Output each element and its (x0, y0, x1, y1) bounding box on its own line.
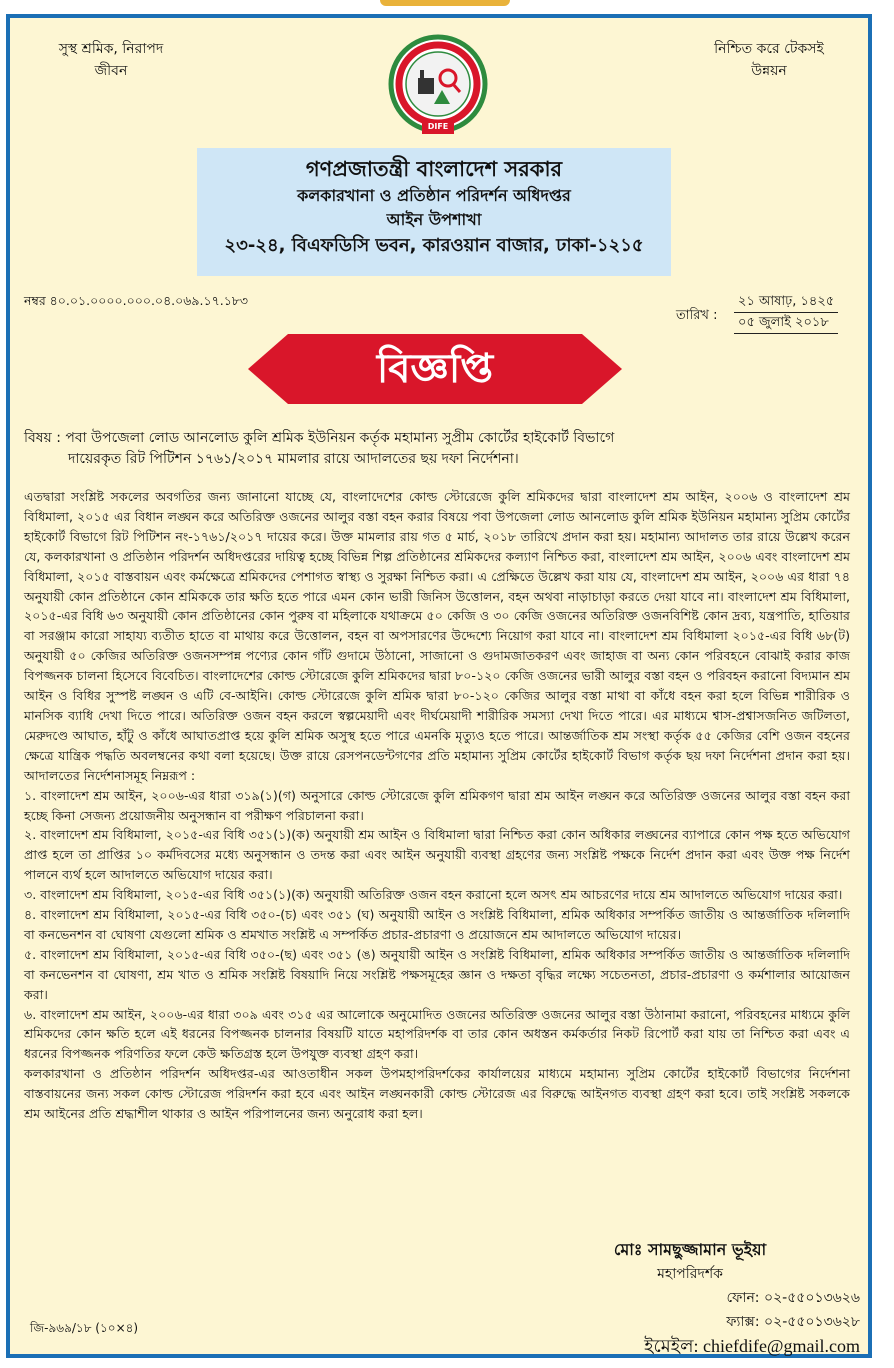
slogan-left-line1: সুস্থ শ্রমিক, নিরাপদ (58, 41, 164, 57)
directive-3: ৩. বাংলাদেশ শ্রম বিধিমালা, ২০১৫-এর বিধি ৩৫১(১)(ক) অনুযায়ী অতিরিক্ত ওজন বহন করানো হলে অসৎ শ্রম আচরণের দায়ে শ্রম আদালতে অভিযোগ দায়ের করা। (24, 887, 843, 903)
phone-number: ফোন: ০২-৫৫০১৩৬২৬ (726, 1290, 860, 1306)
directive-6: ৬. বাংলাদেশ শ্রম আইন, ২০০৬-এর ধারা ৩০৯ এবং ৩১৫ এর আলোকে অনুমোদিত ওজনের অতিরিক্ত ওজনের আলুর বস্তা উঠানামা করানো, পরিবহনের মাধ্যমে কুলি শ্রমিকদের কোন ক্ষতি হলে এই ধরনের বিপজ্জনক চালনার বিষয়টি যাতে মহাপরিদর্শক বা তার কোন অধস্তন কর্মকর্তার নিকট রিপোর্ট করা যায় তা নিশ্চিত করা এবং এ ধরনের বিপজ্জনক পরিণতির ফলে কেউ ক্ষতিগ্রস্ত হলে উপযুক্ত ব্যবস্থা গ্রহণ করা। (24, 1006, 850, 1062)
slogan-right-line1: নিশ্চিত করে টেকসই (714, 41, 824, 57)
office-address: ২৩-২৪, বিএফডিসি ভবন, কারওয়ান বাজার, ঢাকা-১২১৫ (224, 235, 644, 256)
ad-reference: জি-৯৬৯/১৮ (১০×৪) (30, 1321, 139, 1335)
top-decoration (380, 0, 510, 6)
directive-5: ৫. বাংলাদেশ শ্রম বিধিমালা, ২০১৫-এর বিধি ৩৫০-(ছ) এবং ৩৫১ (ঙ) অনুযায়ী আইন ও সংশ্লিষ্ট বিধিমালা, শ্রমিক অধিকার সম্পর্কিত জাতীয় ও আন্তর্জাতিক দলিলাদি বা কনভেনশন বা ঘোষণা, শ্রম খাত ও শ্রমিক সংশ্লিষ্ট বিষয়াদি নিয়ে সংশ্লিষ্ট পক্ষসমূহের জ্ঞান ও দক্ষতা বৃদ্ধির লক্ষ্যে সচেতনতা, প্রচার-প্রচারণা ও কর্মশালার আয়োজন করা। (24, 946, 850, 1002)
signature-block (540, 1238, 860, 1358)
signatory-title: মহাপরিদর্শক (657, 1266, 723, 1282)
logo-label: DIFE (427, 122, 449, 131)
memo-number: নম্বর ৪০.০১.০০০০.০০০.০৪.০৬৯.১৭.১৮৩ (24, 293, 249, 308)
department-name: কলকারখানা ও প্রতিষ্ঠান পরিদর্শন অধিদপ্তর (297, 186, 571, 205)
subject-line1: বিষয় : পবা উপজেলা লোড আনলোড কুলি শ্রমিক ইউনিয়ন কর্তৃক মহামান্য সুপ্রীম কোর্টের হাইকোর্ট বিভাগে (24, 430, 615, 446)
fax-number: ফ্যাক্স: ০২-৫৫০১৩৬২৮ (726, 1314, 860, 1330)
slogan-left (36, 38, 186, 82)
slogan-left-line2: জীবন (94, 63, 128, 79)
email-address: ইমেইল: chiefdife@gmail.com (644, 1336, 860, 1356)
body-intro: এতদ্বারা সংশ্লিষ্ট সকলের অবগতির জন্য জানানো যাচ্ছে যে, বাংলাদেশের কোল্ড স্টোরেজে কুলি শ্রমিকদের দ্বারা বাংলাদেশ শ্রম আইন, ২০০৬ ও বাংলাদেশ শ্রম বিধিমালা, ২০১৫ এর বিধান লঙ্ঘন করে অতিরিক্ত ওজনের আলুর বস্তা বহন করার বিষয়ে পবা উপজেলা লোড আনলোড কুলি শ্রমিক ইউনিয়ন মহামান্য সুপ্রিম কোর্টের হাইকোর্ট বিভাগে রিট পিটিশন নং-১৭৬১/২০১৭ দায়ের করে। উক্ত মামলার রায় গত ৫ মার্চ, ২০১৮ তারিখে প্রদান করা হয়। মহামান্য আদালত তার রায়ে উল্লেখ করেন যে, কলকারখানা ও প্রতিষ্ঠান পরিদর্শন অধিদপ্তরের দায়িত্ব হচ্ছে বিভিন্ন শিল্প প্রতিষ্ঠানের শ্রমিকদের কল্যাণ নিশ্চিত করা, বাংলাদেশ শ্রম আইন, ২০০৬ এবং বাংলাদেশ শ্রম বিধিমালা, ২০১৫ বাস্তবায়ন এবং কর্মক্ষেত্রে শ্রমিকদের পেশাগত স্বাস্থ্য ও সুরক্ষা নিশ্চিত করা। এ প্রেক্ষিতে উল্লেখ করা যায় যে, বাংলাদেশ শ্রম আইন, ২০০৬ এর ধারা ৭৪ অনুযায়ী কোন প্রতিষ্ঠানে কোন শ্রমিককে তার ক্ষতি হতে পারে এমন কোন ভারী জিনিস উত্তোলন, বহন অথবা নাড়াচাড়া করতে দেয়া যাবে না। বাংলাদেশ শ্রম বিধিমালা, ২০১৫-এর বিধি ৬৩ অনুযায়ী কোন প্রতিষ্ঠানের কোন পুরুষ বা মহিলাকে যথাক্রমে ৫০ কেজি ও ৩০ কেজি ওজনের অতিরিক্ত ওজনবিশিষ্ট কোন দ্রব্য, যন্ত্রপাতি, হাতিয়ার বা সরঞ্জাম কারো সাহায্য ব্যতীত হাতে বা মাথায় করে উত্তোলন, বহন বা অপসারণের উদ্দেশ্যে নিয়োগ করা যাবে না। বাংলাদেশ শ্রম বিধিমালা ২০১৫-এর বিধি ৬৮(ট) অনুযায়ী ৫০ কেজির অতিরিক্ত ওজনসম্পন্ন পণ্যের কোন গাঁট গুদামে উঠানো, সাজানো ও গুদামজাতকরণ এবং জাহাজ বা অন্য কোন পরিবহনে বোঝাই করার কাজ বিপজ্জনক চালনা হিসেবে বিবেচিত। বাংলাদেশের কোল্ড স্টোরেজে কুলি শ্রমিকদের দ্বারা ৮০-১২০ কেজি ওজনের ভারী আলুর বস্তা বহন ও পরিবহন করানো বিদ্যমান শ্রম আইন ও বিধির সুস্পষ্ট লঙ্ঘন ও এটি বে-আইনি। কোল্ড স্টোরেজে কুলি শ্রমিক দ্বারা ৮০-১২০ কেজির আলুর বস্তা মাথা বা কাঁধে বহন করা হলে বিভিন্ন শারীরিক ও মানসিক ব্যাধি দেখা দিতে পারে। অতিরিক্ত ওজন বহন করলে স্বল্পমেয়াদী এবং দীর্ঘমেয়াদী শারীরিক সমস্যা দেখা দিতে পারে। এর মাধ্যমে শ্বাস-প্রশ্বাসজনিত জটিলতা, মেরুদণ্ডে আঘাত, হাঁটু ও কাঁধে আঘাতপ্রাপ্ত হয়ে কুলি শ্রমিক অসুস্থ হতে পারে এমনকি মৃত্যুও হতে পারে। আন্তর্জাতিক শ্রম সংস্থা কর্তৃক ৫৫ কেজির বেশি ওজন বহনের ক্ষেত্রে যান্ত্রিক পদ্ধতি অবলম্বনের কথা বলা হয়েছে। উক্ত রায়ে রেসপনডেন্টগণের প্রতি মহামান্য সুপ্রিম কোর্টের হাইকোর্ট বিভাগ কর্তৃক ছয় দফা নির্দেশনা প্রদান করা হয়। আদালতের নির্দেশনাসমূহ নিম্নরূপ : (24, 489, 850, 783)
section-name: আইন উপশাখা (386, 210, 482, 229)
government-header (197, 148, 671, 276)
directive-2: ২. বাংলাদেশ শ্রম বিধিমালা, ২০১৫-এর বিধি ৩৫১(১)(ক) অনুযায়ী শ্রম আইন ও বিধিমালা দ্বারা নিশ্চিত করা কোন অধিকার লঙ্ঘনের ব্যাপারে কোন পক্ষ হতে অভিযোগ প্রাপ্ত হলে তা প্রাপ্তির ১০ কর্মদিবসের মধ্যে অনুসন্ধান ও তদন্ত করা এবং আইন অনুযায়ী ব্যবস্থা গ্রহণের জন্য সংশ্লিষ্ট পক্ষকে নির্দেশ প্রদান করা এবং উক্ত পক্ষ নির্দেশ পালনে ব্যর্থ হলে আদালতে অভিযোগ দায়ের করা। (24, 827, 850, 883)
notice-body (24, 487, 850, 1124)
govt-name: গণপ্রজাতন্ত্রী বাংলাদেশ সরকার (305, 157, 563, 181)
directive-1: ১. বাংলাদেশ শ্রম আইন, ২০০৬-এর ধারা ৩১৯(১)(গ) অনুসারে কোল্ড স্টোরেজে কুলি শ্রমিকগণ দ্বারা শ্রম আইন লঙ্ঘন করে অতিরিক্ত ওজনের আলুর বস্তা বহন করা হচ্ছে কিনা সেজন্য প্রয়োজনীয় অনুসন্ধান বা পরীক্ষণ পরিচালনা করা। (24, 787, 850, 823)
directive-4: ৪. বাংলাদেশ শ্রম বিধিমালা, ২০১৫-এর বিধি ৩৫০-(চ) এবং ৩৫১ (ঘ) অনুযায়ী আইন ও সংশ্লিষ্ট বিধিমালা, শ্রমিক অধিকার সম্পর্কিত জাতীয় ও আন্তর্জাতিক দলিলাদি বা কনভেনশন বা ঘোষণা যেগুলো শ্রমিক ও শ্রমখাত সংশ্লিষ্ট এ সম্পর্কিত প্রচার-প্রচারণা ও প্রয়োজনে শ্রম আদালতে অভিযোগ দায়ের। (24, 907, 850, 942)
body-closing: কলকারখানা ও প্রতিষ্ঠান পরিদর্শন অধিদপ্তর-এর আওতাধীন সকল উপমহাপরিদর্শকের কার্যালয়ের মাধ্যমে মহামান্য সুপ্রিম কোর্টের হাইকোর্ট বিভাগের নির্দেশনা বাস্তবায়নের জন্য সকল কোল্ড স্টোরেজ পরিদর্শন করা হবে এবং আইন লঙ্ঘনকারী কোল্ড স্টোরেজ এর বিরুদ্ধে আইনগত ব্যবস্থা গ্রহণ করা হবে। তাই সংশ্লিষ্ট সকলকে শ্রম আইনের প্রতি শ্রদ্ধাশীল থাকার ও আইন পরিপালনের জন্য অনুরোধ করা হল। (24, 1066, 850, 1122)
signatory-name: মোঃ সামছুজ্জামান ভূইয়া (613, 1240, 767, 1259)
subject-line2: দায়েরকৃত রিট পিটিশন ১৭৬১/২০১৭ মামলার রায়ে আদালতের ছয় দফা নির্দেশনা। (68, 451, 519, 467)
date-values (734, 292, 838, 334)
banner-title: বিজ্ঞপ্তি (376, 346, 494, 392)
date-bangla: ২১ আষাঢ়, ১৪২৫ (734, 292, 838, 313)
top-strip (0, 0, 894, 12)
date-english: ০৫ জুলাই ২০১৮ (734, 313, 838, 334)
slogan-right-line2: উন্নয়ন (751, 63, 787, 79)
date-label: তারিখ : (676, 308, 718, 323)
slogan-right (694, 38, 844, 82)
subject (24, 428, 854, 470)
